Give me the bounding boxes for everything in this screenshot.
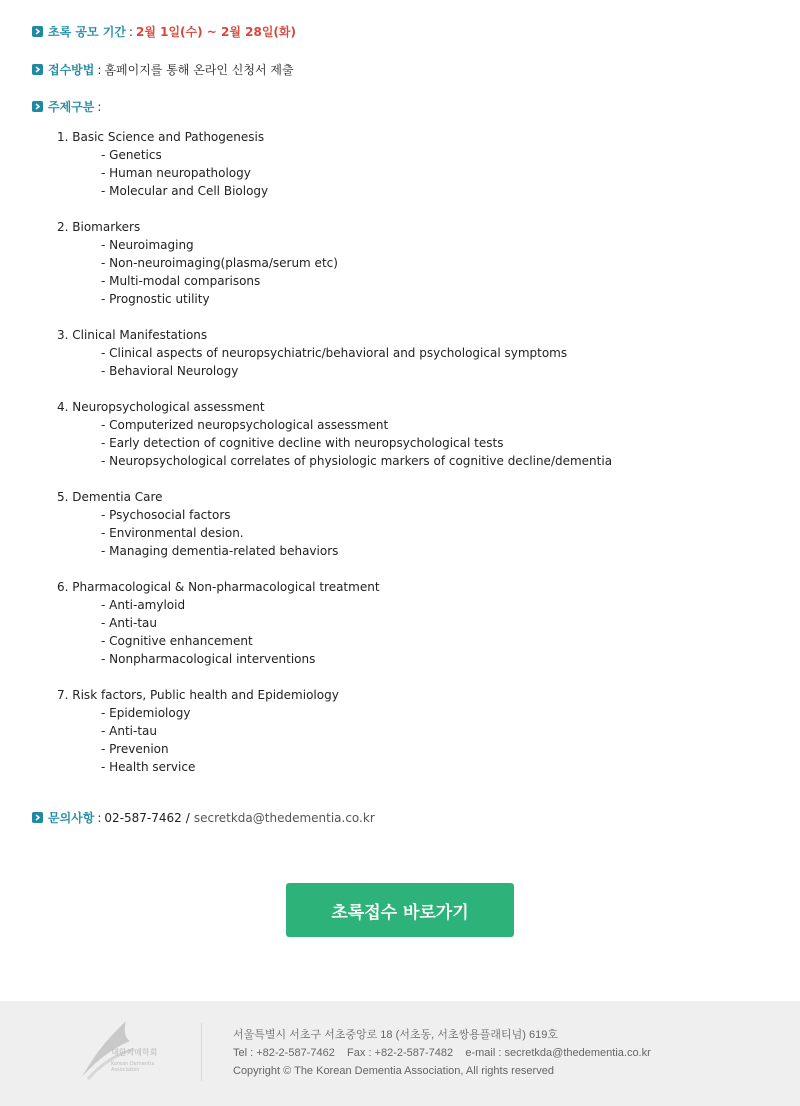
logo-text-en-1: Korean Dementia: [111, 1061, 155, 1067]
footer-copyright: Copyright © The Korean Dementia Association, All rights reserved: [233, 1065, 554, 1077]
topic-subitem: - Psychosocial factors: [101, 508, 231, 522]
topic-subitem: - Anti-tau: [101, 616, 157, 630]
topic-subitem: - Behavioral Neurology: [101, 364, 239, 378]
topic-subitem: - Anti-tau: [101, 724, 157, 738]
topic-title: 5. Dementia Care: [57, 490, 163, 504]
topic-subitem: - Cognitive enhancement: [101, 634, 253, 648]
topic-subitem: - Molecular and Cell Biology: [101, 184, 269, 198]
footer-contact-line: Tel : +82-2-587-7462 Fax : +82-2-587-7482 e-mail : secretkda@thedementia.co.kr: [233, 1047, 651, 1059]
footer: [0, 1001, 800, 1106]
topics-list: [57, 128, 612, 794]
topic-subitem: - Clinical aspects of neuropsychiatric/behavioral and psychological symptoms: [101, 346, 568, 360]
period-row: 초록 공모 기간 : 2월 1일(수) ~ 2월 28일(화): [32, 23, 296, 40]
contact-phone: 02-587-7462: [104, 810, 182, 825]
topic-subitem: - Health service: [101, 760, 196, 774]
topic-subitem: - Neuropsychological correlates of physiologic markers of cognitive decline/dementia: [101, 454, 613, 468]
topic-subitem: - Managing dementia-related behaviors: [101, 544, 339, 558]
logo-text-en-2: Association: [111, 1067, 140, 1073]
period-value: 2월 1일(수) ~ 2월 28일(화): [135, 25, 296, 39]
footer-address-block: [233, 1026, 651, 1080]
topic-title: 3. Clinical Manifestations: [57, 328, 208, 342]
topic-block: [57, 578, 612, 668]
contact-label: 문의사항: [48, 811, 95, 825]
topic-subitem: - Epidemiology: [101, 706, 191, 720]
contact-row: 문의사항 : 02-587-7462 / secretkda@thedementia.co.kr: [32, 809, 375, 826]
topic-block: [57, 326, 612, 380]
topic-block: [57, 488, 612, 560]
topic-title: 6. Pharmacological & Non-pharmacological treatment: [57, 580, 380, 594]
logo-text-ko: 대한치매학회: [111, 1048, 158, 1057]
method-label: 접수방법: [48, 63, 95, 77]
topic-subitem: - Prognostic utility: [101, 292, 210, 306]
period-label: 초록 공모 기간: [48, 25, 126, 39]
arrow-icon: [32, 101, 43, 112]
topics-header-row: 주제구분 :: [32, 98, 104, 115]
topic-subitem: - Multi-modal comparisons: [101, 274, 261, 288]
submit-abstract-button[interactable]: 초록접수 바로가기: [286, 883, 514, 937]
topic-title: 1. Basic Science and Pathogenesis: [57, 130, 265, 144]
topic-block: [57, 128, 612, 200]
topic-block: [57, 686, 612, 776]
method-value: 홈페이지를 통해 온라인 신청서 제출: [104, 63, 294, 77]
topic-subitem: - Environmental desion.: [101, 526, 244, 540]
contact-slash: /: [185, 810, 190, 825]
contact-email[interactable]: secretkda@thedementia.co.kr: [193, 810, 375, 825]
arrow-icon: [32, 26, 43, 37]
topics-label: 주제구분: [48, 100, 95, 114]
topic-title: 4. Neuropsychological assessment: [57, 400, 265, 414]
topic-subitem: - Non-neuroimaging(plasma/serum etc): [101, 256, 338, 270]
footer-address: 서울특별시 서초구 서초중앙로 18 (서초동, 서초쌍용플래티넘) 619호: [233, 1029, 558, 1041]
association-logo: [78, 1019, 168, 1081]
topic-title: 2. Biomarkers: [57, 220, 141, 234]
arrow-icon: [32, 64, 43, 75]
method-row: 접수방법 : 홈페이지를 통해 온라인 신청서 제출: [32, 61, 294, 78]
topic-subitem: - Prevenion: [101, 742, 169, 756]
topic-subitem: - Human neuropathology: [101, 166, 251, 180]
topic-subitem: - Early detection of cognitive decline with neuropsychological tests: [101, 436, 504, 450]
topic-subitem: - Neuroimaging: [101, 238, 194, 252]
footer-divider: [201, 1023, 202, 1081]
topic-block: [57, 218, 612, 308]
topic-title: 7. Risk factors, Public health and Epidemiology: [57, 688, 339, 702]
topic-block: [57, 398, 612, 470]
topic-subitem: - Computerized neuropsychological assessment: [101, 418, 389, 432]
arrow-icon: [32, 812, 43, 823]
topic-subitem: - Nonpharmacological interventions: [101, 652, 316, 666]
topic-subitem: - Anti-amyloid: [101, 598, 186, 612]
topic-subitem: - Genetics: [101, 148, 162, 162]
